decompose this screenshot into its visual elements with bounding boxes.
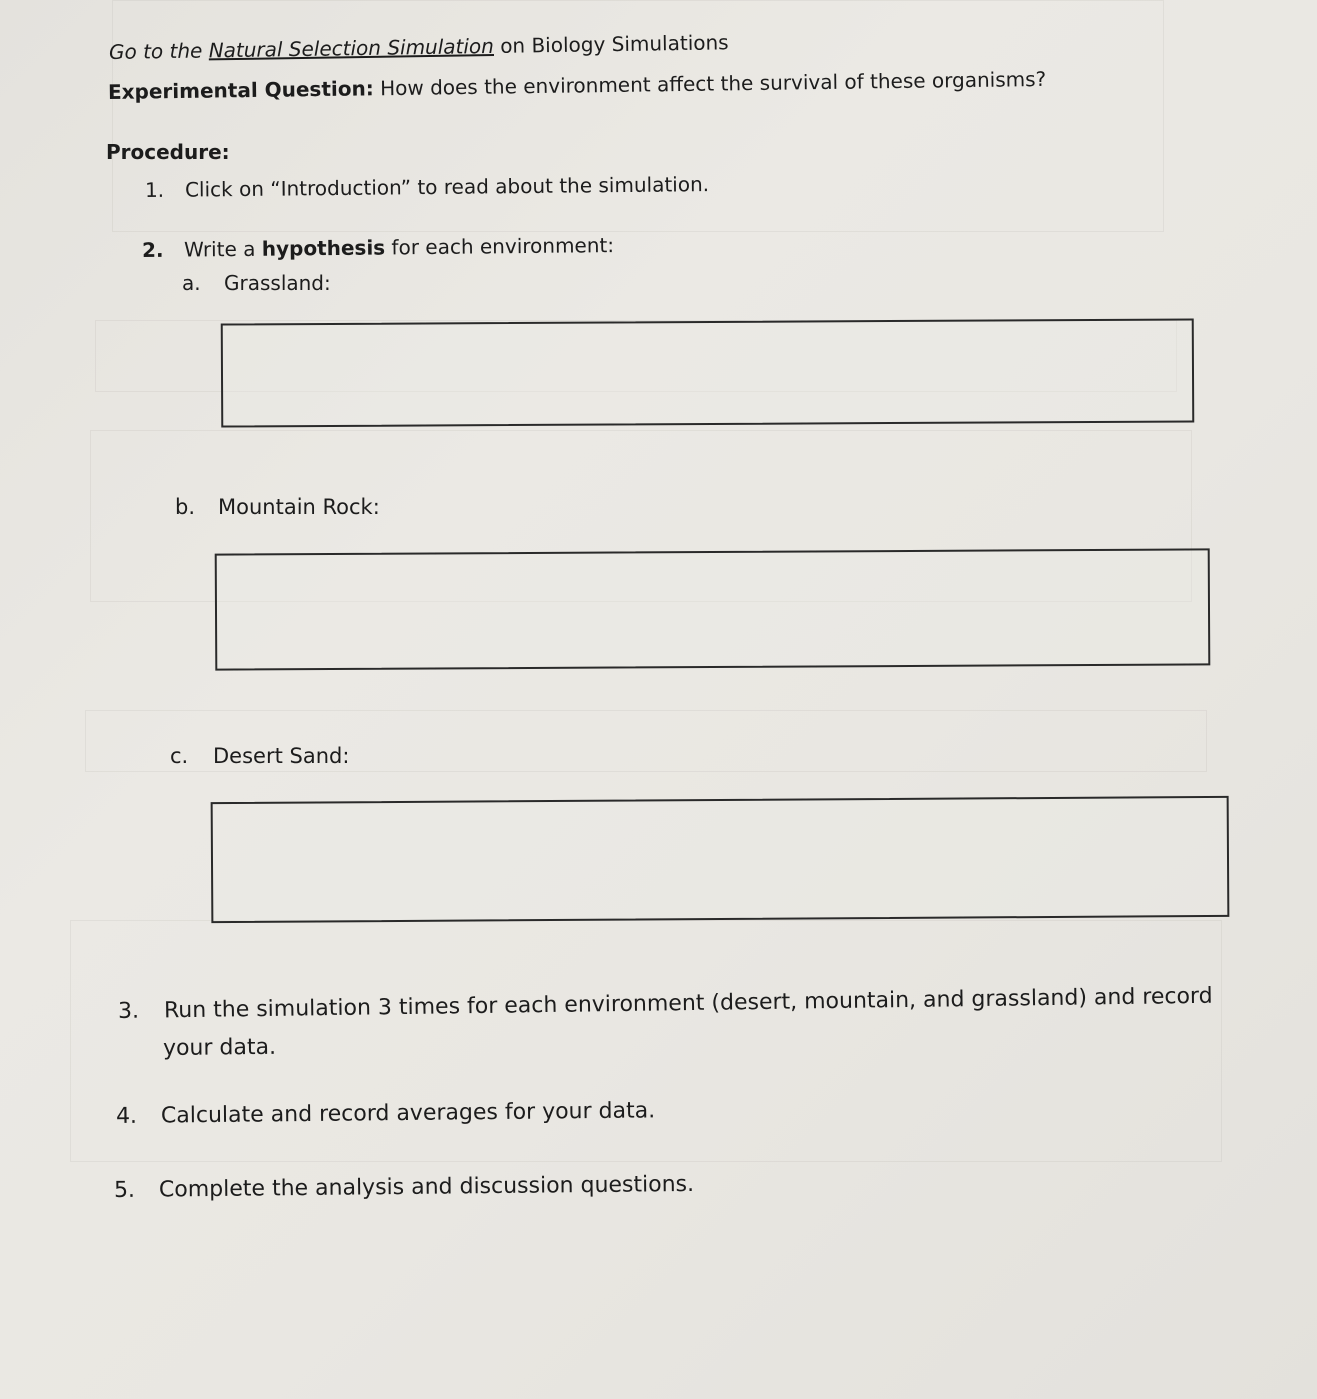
- sub-label: Mountain Rock:: [218, 495, 380, 519]
- step-number: 5.: [113, 1177, 136, 1203]
- environment-desert-label: [170, 744, 349, 768]
- procedure-heading: Procedure:: [106, 140, 230, 164]
- step-text: Calculate and record averages for your data.: [160, 1098, 656, 1129]
- environment-grassland-label: [182, 271, 331, 295]
- procedure-step-2: [142, 233, 614, 262]
- step-text: Run the simulation 3 times for each environment (desert, mountain, and grassland) and record: [163, 983, 1213, 1024]
- step-number: 2.: [141, 237, 164, 262]
- intro-suffix: on Biology Simulations: [493, 30, 729, 58]
- procedure-step-5: [114, 1173, 694, 1203]
- sub-letter: b.: [175, 495, 196, 519]
- step-text-before: Write a: [183, 236, 262, 262]
- mountain-hypothesis-box[interactable]: [215, 548, 1211, 670]
- sub-label: Desert Sand:: [213, 744, 350, 768]
- question-text: How does the environment affect the survival of these organisms?: [373, 66, 1047, 101]
- sub-label: Grassland:: [224, 271, 331, 295]
- step-number: 1.: [144, 177, 165, 202]
- step-text: Complete the analysis and discussion questions.: [158, 1171, 695, 1203]
- step-number: 3.: [117, 998, 140, 1024]
- sub-letter: c.: [170, 744, 189, 768]
- procedure-step-3-continuation: your data.: [162, 1034, 277, 1061]
- grassland-hypothesis-box[interactable]: [221, 318, 1195, 427]
- step-number: 4.: [115, 1103, 138, 1129]
- step-text: Click on “Introduction” to read about the simulation.: [184, 172, 710, 202]
- environment-mountain-label: [175, 495, 380, 519]
- simulation-link[interactable]: Natural Selection Simulation: [208, 33, 495, 63]
- intro-prefix: Go to the: [108, 38, 209, 64]
- desert-hypothesis-box[interactable]: [211, 796, 1230, 923]
- question-label: Experimental Question:: [107, 76, 374, 104]
- step-text-bold: hypothesis: [261, 235, 386, 261]
- step-text-after: for each environment:: [385, 233, 615, 260]
- sub-letter: a.: [182, 271, 201, 295]
